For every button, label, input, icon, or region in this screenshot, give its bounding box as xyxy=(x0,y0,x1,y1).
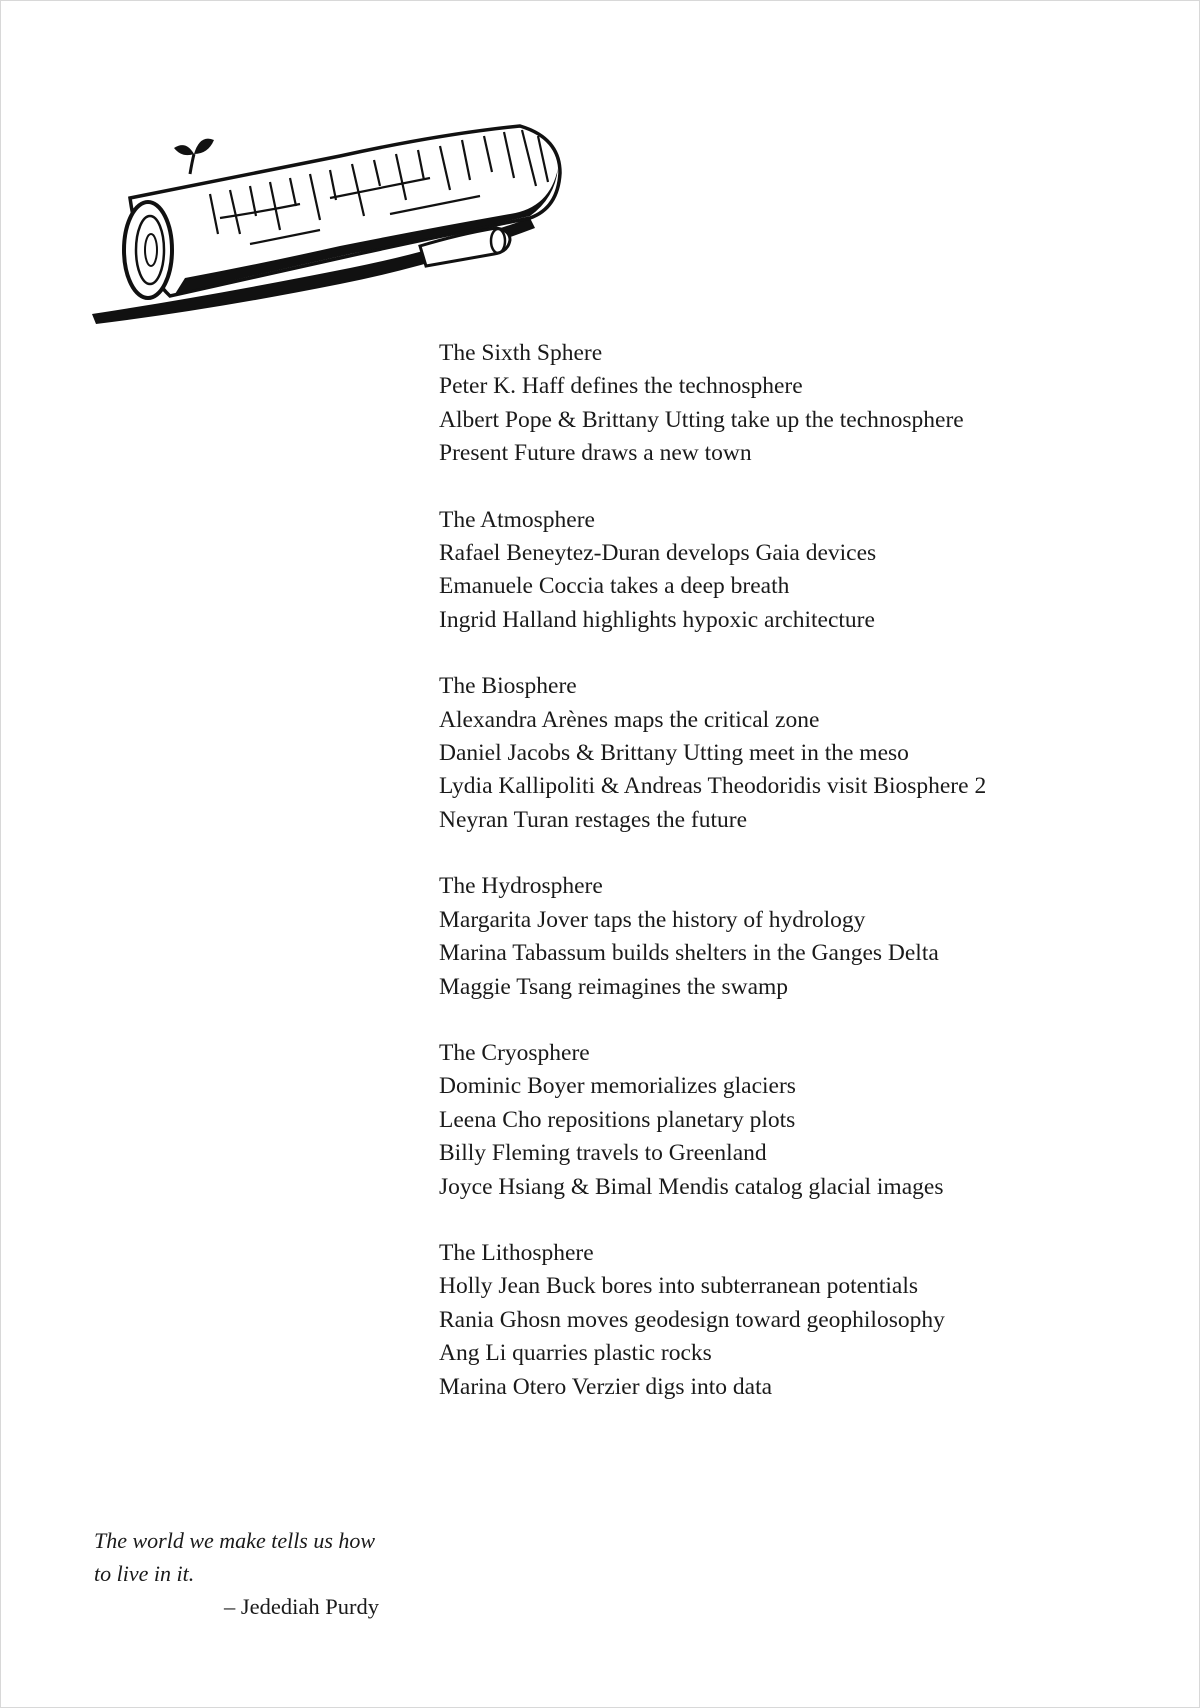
section-lithosphere xyxy=(439,1237,1159,1404)
toc-entry: Alexandra Arènes maps the critical zone xyxy=(439,706,820,733)
toc-entry: Ang Li quarries plastic rocks xyxy=(439,1340,712,1367)
toc-entry: Neyran Turan restages the future xyxy=(439,806,748,833)
section-title: The Hydrosphere xyxy=(439,873,603,900)
toc-entry: Joyce Hsiang & Bimal Mendis catalog glacial images xyxy=(439,1173,944,1200)
toc-entry: Present Future draws a new town xyxy=(439,440,752,467)
toc-entry: Albert Pope & Brittany Utting take up the technosphere xyxy=(439,406,964,433)
section-cryosphere xyxy=(439,1037,1159,1204)
toc-entry: Billy Fleming travels to Greenland xyxy=(439,1140,767,1167)
epigraph-attribution: – Jedediah Purdy xyxy=(224,1594,379,1619)
toc-entry: Daniel Jacobs & Brittany Utting meet in the meso xyxy=(439,740,909,767)
toc-entry: Ingrid Halland highlights hypoxic architecture xyxy=(439,606,875,633)
section-hydrosphere xyxy=(439,870,1159,1004)
section-title: The Lithosphere xyxy=(439,1239,594,1266)
toc-entry: Maggie Tsang reimagines the swamp xyxy=(439,973,789,1000)
section-title: The Cryosphere xyxy=(439,1039,590,1066)
section-sixth-sphere xyxy=(439,337,1159,471)
section-atmosphere xyxy=(439,504,1159,638)
toc-entry: Margarita Jover taps the history of hydrology xyxy=(439,906,866,933)
table-of-contents xyxy=(439,337,1159,1437)
toc-entry: Marina Otero Verzier digs into data xyxy=(439,1373,773,1400)
toc-entry: Peter K. Haff defines the technosphere xyxy=(439,373,803,400)
toc-entry: Rania Ghosn moves geodesign toward geophilosophy xyxy=(439,1306,945,1333)
toc-entry: Emanuele Coccia takes a deep breath xyxy=(439,573,790,600)
log-sprout-icon xyxy=(90,118,570,328)
toc-entry: Holly Jean Buck bores into subterranean potentials xyxy=(439,1273,919,1300)
section-title: The Atmosphere xyxy=(439,506,595,533)
toc-entry: Leena Cho repositions planetary plots xyxy=(439,1106,796,1133)
section-biosphere xyxy=(439,670,1159,837)
section-title: The Sixth Sphere xyxy=(439,340,603,366)
section-title: The Biosphere xyxy=(439,673,577,700)
toc-entry: Marina Tabassum builds shelters in the Ganges Delta xyxy=(439,940,939,967)
toc-entry: Lydia Kallipoliti & Andreas Theodoridis visit Biosphere 2 xyxy=(439,773,987,800)
epigraph-quote-line: The world we make tells us how xyxy=(94,1528,376,1553)
epigraph-quote-line: to live in it. xyxy=(94,1561,195,1586)
epigraph xyxy=(94,1524,434,1623)
toc-entry: Rafael Beneytez-Duran develops Gaia devices xyxy=(439,540,877,567)
toc-entry: Dominic Boyer memorializes glaciers xyxy=(439,1073,796,1100)
